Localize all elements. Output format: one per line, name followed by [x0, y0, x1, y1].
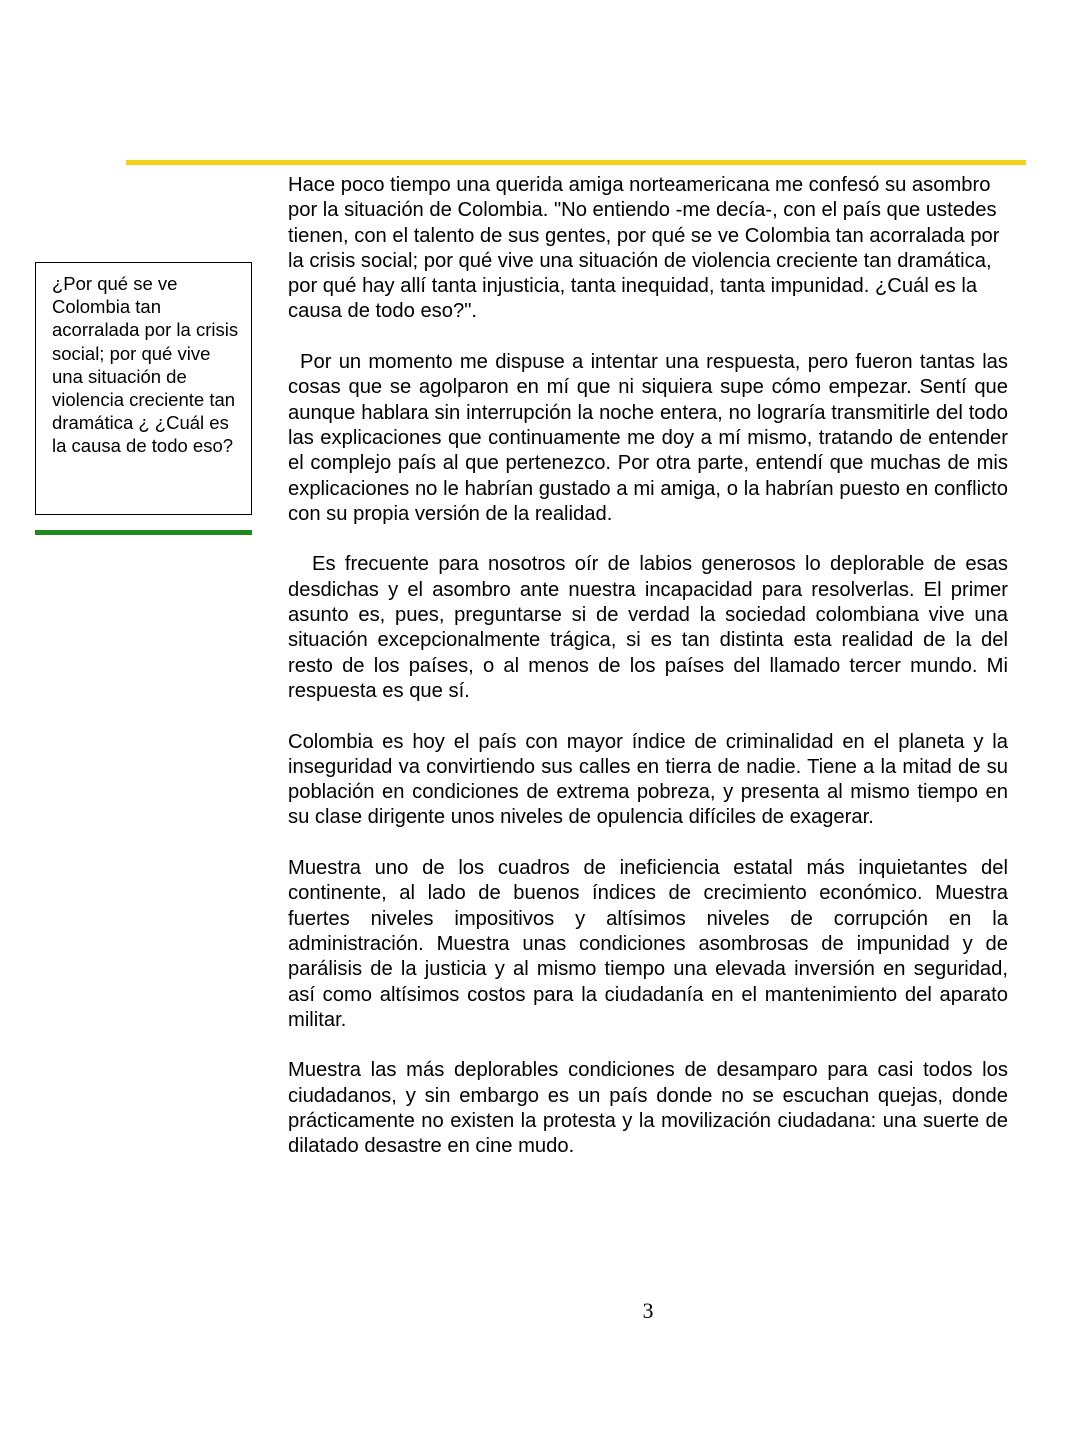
- paragraph-2: Por un momento me dispuse a intentar una respuesta, pero fueron tantas las cosas que se agolparon en mí que ni siquiera supe cómo empezar. Sentí que aunque hablara sin interrupción la noche entera, no lograría transmitirle del todo las explicaciones que continuamente me doy a mí mismo, tratando de entender el complejo país al que pertenezco. Por otra parte, entendí que muchas de mis explicaciones no le habrían gustado a mi amiga, o la habrían puesto en conflicto con su propia versión de la realidad.: [288, 351, 1008, 525]
- page-number: 3: [642, 1298, 654, 1323]
- top-divider: [126, 160, 1026, 165]
- article-body: [288, 173, 1008, 1185]
- paragraph-4: Colombia es hoy el país con mayor índice de criminalidad en el planeta y la inseguridad va convirtiendo sus calles en tierra de nadie. Tiene a la mitad de su población en condiciones de extrema pobreza, y presenta al mismo tiempo en su clase dirigente unos niveles de opulencia difíciles de exagerar.: [288, 730, 1008, 829]
- paragraph-1: Hace poco tiempo una querida amiga norteamericana me confesó su asombro por la situación de Colombia. "No entiendo -me decía-, con el país que ustedes tienen, con el talento de sus gentes, por qué se ve Colombia tan acorralada por la crisis social; por qué vive una situación de violencia creciente tan dramática, por qué hay allí tanta injusticia, tanta inequidad, tanta impunidad. ¿Cuál es la causa de todo eso?".: [288, 174, 1000, 323]
- paragraph-3: Es frecuente para nosotros oír de labios generosos lo deplorable de esas desdichas y el asombro ante nuestra incapacidad para resolverlas. El primer asunto es, pues, preguntarse si de verdad la sociedad colombiana vive una situación excepcionalmente trágica, si es tan distinta esta realidad de la del resto de los países, o al menos de los países del llamado tercer mundo. Mi respuesta es que sí.: [288, 553, 1008, 702]
- paragraph-6: Muestra las más deplorables condiciones de desamparo para casi todos los ciudadanos, y sin embargo es un país donde no se escuchan quejas, donde prácticamente no existen la protesta y la movilización ciudadana: una suerte de dilatado desastre en cine mudo.: [288, 1059, 1008, 1158]
- pull-quote-divider: [35, 530, 252, 535]
- pull-quote-box: [35, 262, 252, 515]
- pull-quote-text: ¿Por qué se ve Colombia tan acorralada por la crisis social; por qué vive una situación de violencia creciente tan dramática ¿ ¿Cuál es la causa de todo eso?: [52, 273, 239, 457]
- paragraph-5: Muestra uno de los cuadros de ineficiencia estatal más inquietantes del continente, al lado de buenos índices de crecimiento económico. Muestra fuertes niveles impositivos y altísimos niveles de corrupción en la administración. Muestra unas condiciones asombrosas de impunidad y de parálisis de la justicia y al mismo tiempo una elevada inversión en seguridad, así como altísimos costos para la ciudadanía en el mantenimiento del aparato militar.: [288, 857, 1008, 1031]
